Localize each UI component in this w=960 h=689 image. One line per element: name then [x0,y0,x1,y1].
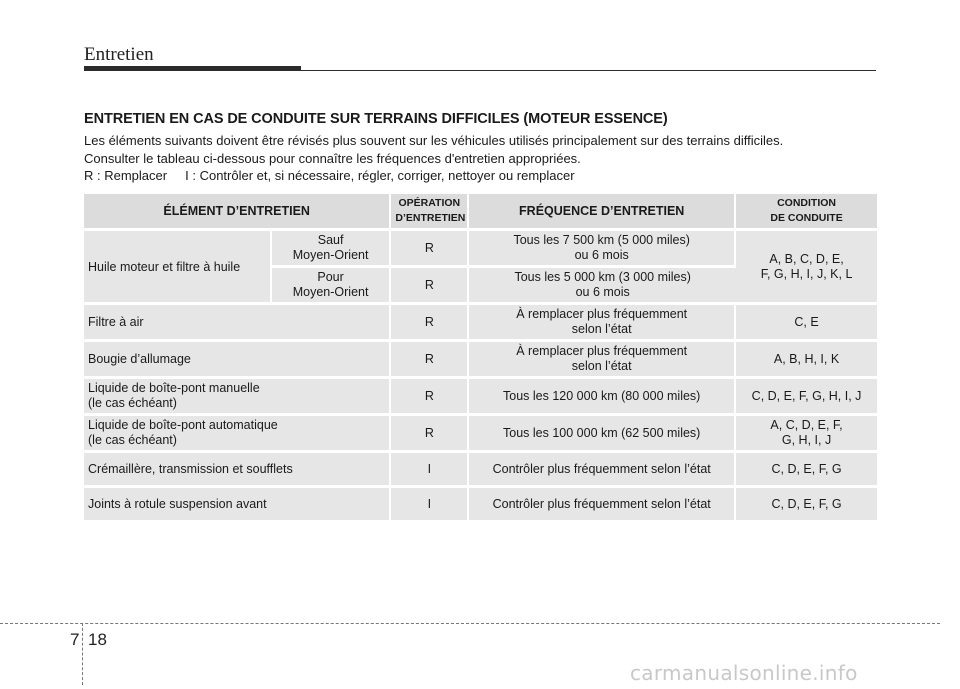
oil-condition-line1: A, B, C, D, E, [769,251,844,266]
row-frequency-line2: selon l’état [571,359,632,373]
row-item-line1: Filtre à air [88,314,144,329]
oil-condition [736,231,877,302]
header-rule-thin [301,70,876,71]
row-frequency-line1: À remplacer plus fréquemment [516,344,688,358]
row-operation: R [391,305,469,339]
row-condition-line1: A, C, D, E, F, [770,418,843,432]
row-frequency-line1: À remplacer plus fréquemment [516,307,688,321]
table-row [84,231,877,265]
header-condition-line1: CONDITION [777,197,836,209]
oil-region-1 [272,231,392,265]
table-row [84,416,877,450]
row-frequency: Tous les 120 000 km (80 000 miles) [469,379,736,413]
row-item: Crémaillère, transmission et soufflets [84,453,391,485]
row-item: Joints à rotule suspension avant [84,488,391,520]
table-row [84,379,877,413]
row-item [84,305,391,339]
row-item [84,379,391,413]
page-number: 18 [88,630,107,649]
intro-line-2: Consulter le tableau ci-dessous pour connaître les fréquences d'entretien appropriées. [84,150,581,166]
row-item [84,416,391,450]
row-condition: C, D, E, F, G [736,488,877,520]
row-frequency-line2: selon l’état [571,322,632,336]
oil-frequency-1-line1: Tous les 7 500 km (5 000 miles) [513,233,690,247]
row-frequency: Contrôler plus fréquemment selon l’état [469,453,736,485]
intro-line-1: Les éléments suivants doivent être révisés plus souvent sur les véhicules utilisés principalement sur des terrains difficiles. [84,133,784,148]
header-condition [736,194,877,228]
oil-region-2-line1: Pour [317,270,344,284]
row-condition-line2: G, H, I, J [781,433,832,447]
row-operation: R [391,416,469,450]
table-row [84,342,877,376]
row-operation: I [391,453,469,485]
oil-region-2 [272,268,392,302]
oil-item: Huile moteur et filtre à huile [84,231,272,302]
footer-dashed-divider [82,623,83,685]
header-operation [391,194,469,228]
row-condition: C, D, E, F, G, H, I, J [736,379,877,413]
row-frequency: Contrôler plus fréquemment selon l’état [469,488,736,520]
header-operation-line2: D’ENTRETIEN [395,212,466,224]
section-title: ENTRETIEN EN CAS DE CONDUITE SUR TERRAINS DIFFICILES (MOTEUR ESSENCE) [84,111,668,127]
intro-text [84,132,884,185]
header-frequency: FRÉQUENCE D’ENTRETIEN [469,194,736,228]
row-item-line2: (le cas échéant) [88,396,177,410]
row-operation: I [391,488,469,520]
row-item-line2: (le cas échéant) [88,433,177,447]
header-operation-line1: OPÉRATION [398,197,461,209]
table-row [84,488,877,520]
row-condition: C, E [736,305,877,339]
table-row [84,305,877,339]
header-condition-line2: DE CONDUITE [770,212,843,224]
oil-frequency-1 [469,231,736,265]
row-operation: R [391,342,469,376]
header-item: ÉLÉMENT D’ENTRETIEN [84,194,391,228]
legend-text: R : Remplacer I : Contrôler et, si nécessaire, régler, corriger, nettoyer ou remplacer [84,168,575,183]
table-header-row [84,194,877,228]
oil-frequency-2-line1: Tous les 5 000 km (3 000 miles) [514,270,691,284]
oil-operation-1: R [391,231,469,265]
oil-region-1-line1: Sauf [317,233,344,247]
row-frequency [469,305,736,339]
row-item-line1: Bougie d’allumage [88,351,191,366]
row-frequency: Tous les 100 000 km (62 500 miles) [469,416,736,450]
footer-dashed-rule [0,623,940,624]
row-frequency [469,342,736,376]
oil-frequency-2-line2: ou 6 mois [575,285,630,299]
row-item-line1: Liquide de boîte-pont automatique [88,418,278,432]
row-operation: R [391,379,469,413]
oil-condition-line2: F, G, H, I, J, K, L [760,266,853,281]
maintenance-table [84,191,877,523]
row-item-line1: Liquide de boîte-pont manuelle [88,381,260,395]
watermark-text: carmanualsonline.info [630,661,858,685]
table-row [84,453,877,485]
chapter-number: 7 [70,630,80,649]
row-condition [736,416,877,450]
chapter-title: Entretien [84,44,154,65]
oil-region-1-line2: Moyen-Orient [292,248,369,262]
oil-frequency-2 [469,268,736,302]
oil-region-2-line2: Moyen-Orient [292,285,369,299]
row-condition: A, B, H, I, K [736,342,877,376]
oil-frequency-1-line2: ou 6 mois [574,248,629,262]
oil-operation-2: R [391,268,469,302]
header-rule-thick [84,66,301,71]
row-item [84,342,391,376]
row-condition: C, D, E, F, G [736,453,877,485]
